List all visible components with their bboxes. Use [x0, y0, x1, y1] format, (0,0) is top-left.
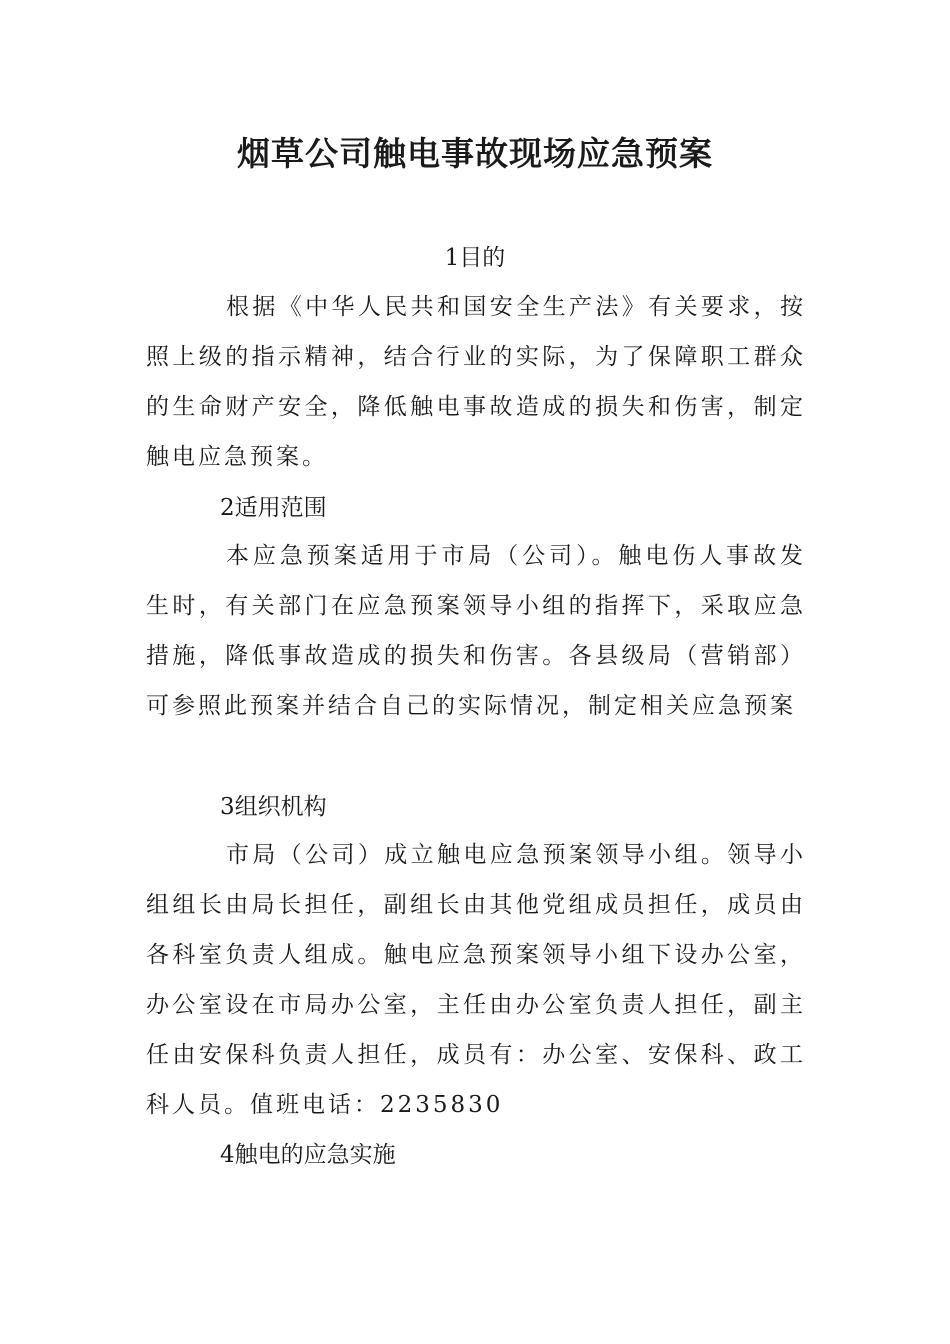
- section-heading-scope: 2适用范围: [220, 495, 327, 521]
- section-body-scope: 本应急预案适用于市局（公司）。触电伤人事故发生时，有关部门在应急预案领导小组的指挥下，采取应急措施，降低事故造成的损失和伤害。各县级局（营销部）可参照此预案并结合自己的实际情况，制定相关应急预案: [146, 543, 806, 719]
- section-body-purpose: 根据《中华人民共和国安全生产法》有关要求，按照上级的指示精神，结合行业的实际，为了保障职工群众的生命财产安全，降低触电事故造成的损失和伤害，制定触电应急预案。: [146, 294, 806, 470]
- section-heading-organization: 3组织机构: [220, 794, 327, 820]
- section-heading-purpose: 1目的: [444, 245, 506, 271]
- document-title: 烟草公司触电事故现场应急预案: [237, 134, 713, 173]
- section-body-organization: 市局（公司）成立触电应急预案领导小组。领导小组组长由局长担任，副组长由其他党组成员担任，成员由各科室负责人组成。触电应急预案领导小组下设办公室，办公室设在市局办公室，主任由办公室负责人担任，副主任由安保科负责人担任，成员有：办公室、安保科、政工科人员。值班电话：2235830: [146, 842, 806, 1118]
- section-heading-emergency-implementation: 4触电的应急实施: [220, 1142, 396, 1168]
